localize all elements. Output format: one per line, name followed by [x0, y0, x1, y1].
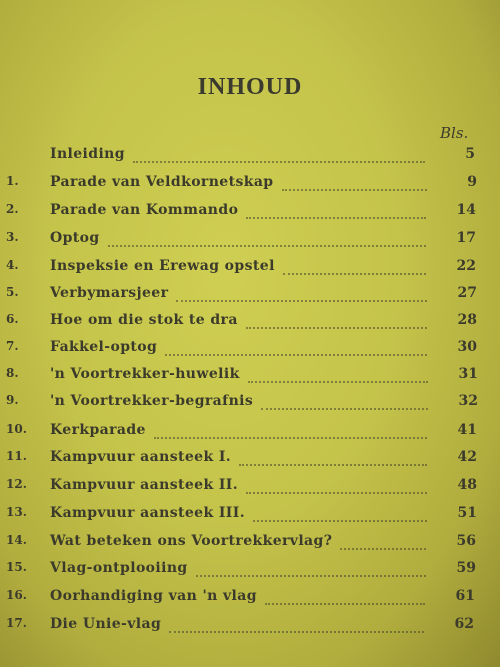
- toc-entry: [0, 588, 500, 610]
- toc-entry-number: 9.: [6, 393, 19, 407]
- toc-entry-title: Kampvuur aansteek II.: [50, 477, 239, 493]
- toc-entry: [0, 449, 500, 471]
- toc-entry: [0, 477, 500, 499]
- toc-entry-number: 14.: [6, 533, 27, 547]
- toc-leader-dots: [261, 408, 428, 410]
- toc-leader-dots: [283, 273, 426, 275]
- toc-entry-number: 16.: [6, 588, 27, 602]
- toc-entry-number: 5.: [6, 285, 19, 299]
- toc-entry-page: 30: [457, 339, 477, 355]
- toc-entry-title: Parade van Veldkornetskap: [50, 174, 274, 190]
- toc-entry-title: Verbymarsjeer: [50, 285, 169, 301]
- toc-entry-page: 9: [467, 174, 477, 190]
- toc-entry: [0, 285, 500, 307]
- toc-entry-page: 22: [456, 258, 476, 274]
- toc-entry-page: 42: [457, 449, 477, 465]
- page-column-label: Bls.: [440, 124, 469, 142]
- toc-entry: [0, 174, 500, 196]
- toc-entry-title: Die Unie-vlag: [50, 616, 162, 632]
- toc-entry-page: 62: [454, 616, 474, 632]
- toc-entry-number: 12.: [6, 477, 27, 491]
- toc-entry-title: Fakkel-optog: [50, 339, 158, 355]
- toc-leader-dots: [282, 189, 428, 191]
- toc-leader-dots: [176, 300, 427, 302]
- toc-entry-title: Vlag-ontplooiing: [50, 560, 188, 576]
- toc-entry-title: 'n Voortrekker-begrafnis: [50, 393, 254, 409]
- toc-entry-title: Inspeksie en Erewag opstel: [50, 258, 275, 274]
- toc-entry-number: 11.: [6, 449, 27, 463]
- page-title: INHOUD: [197, 74, 303, 100]
- toc-leader-dots: [108, 245, 426, 247]
- toc-entry-page: 14: [456, 202, 476, 218]
- toc-leader-dots: [265, 603, 425, 605]
- toc-entry-page: 27: [457, 285, 477, 301]
- toc-entry-page: 48: [457, 477, 477, 493]
- toc-entry-title: Kampvuur aansteek III.: [50, 505, 245, 521]
- toc-entry-number: 10.: [6, 422, 27, 436]
- toc-entry-page: 31: [458, 366, 478, 382]
- toc-entry-number: 13.: [6, 505, 27, 519]
- toc-leader-dots: [248, 381, 428, 383]
- toc-entry-number: 8.: [6, 366, 19, 380]
- toc-entry: [0, 533, 500, 555]
- toc-entry: [0, 393, 500, 415]
- toc-entry-number: 17.: [6, 616, 27, 630]
- toc-entry-page: 41: [457, 422, 477, 438]
- toc-entry-title: Wat beteken ons Voortrekkervlag?: [50, 533, 333, 549]
- toc-entry-title: Inleiding: [50, 146, 125, 162]
- toc-entry-title: Hoe om die stok te dra: [50, 312, 238, 328]
- toc-entry-title: Optog: [50, 230, 100, 246]
- toc-entry-title: Parade van Kommando: [50, 202, 239, 218]
- toc-entry-title: 'n Voortrekker-huwelik: [50, 366, 240, 382]
- toc-entry: [0, 230, 500, 252]
- toc-entry: [0, 202, 500, 224]
- toc-entry-page: 51: [457, 505, 477, 521]
- toc-leader-dots: [340, 548, 426, 550]
- toc-entry-number: 7.: [6, 339, 19, 353]
- toc-entry-page: 56: [456, 533, 476, 549]
- toc-entry-page: 32: [458, 393, 478, 409]
- toc-entry-number: 4.: [6, 258, 19, 272]
- toc-entry: [0, 339, 500, 361]
- toc-entry-page: 59: [456, 560, 476, 576]
- toc-entry: [0, 366, 500, 388]
- toc-leader-dots: [246, 492, 427, 494]
- toc-leader-dots: [253, 520, 427, 522]
- toc-entry-number: 15.: [6, 560, 27, 574]
- toc-leader-dots: [154, 437, 427, 439]
- toc-entry-number: 6.: [6, 312, 19, 326]
- toc-leader-dots: [196, 575, 426, 577]
- toc-entry: [0, 258, 500, 280]
- toc-leader-dots: [133, 161, 425, 163]
- toc-leader-dots: [246, 327, 427, 329]
- toc-entry: [0, 312, 500, 334]
- toc-entry: [0, 505, 500, 527]
- toc-entry-page: 17: [456, 230, 476, 246]
- toc-entry-number: 2.: [6, 202, 19, 216]
- toc-entry-title: Oorhandiging van 'n vlag: [50, 588, 257, 604]
- toc-leader-dots: [165, 354, 427, 356]
- toc-entry-title: Kerkparade: [50, 422, 146, 438]
- toc-leader-dots: [169, 631, 424, 633]
- toc-entry: [0, 422, 500, 444]
- toc-entry-page: 61: [455, 588, 475, 604]
- toc-leader-dots: [246, 217, 426, 219]
- toc-entry-number: 3.: [6, 230, 19, 244]
- toc-entry-number: 1.: [6, 174, 19, 188]
- toc-entry: [0, 146, 500, 168]
- toc-entry-page: 5: [465, 146, 475, 162]
- toc-entry-title: Kampvuur aansteek I.: [50, 449, 232, 465]
- toc-entry: [0, 616, 500, 638]
- toc-entry-page: 28: [457, 312, 477, 328]
- toc-leader-dots: [239, 464, 427, 466]
- toc-entry: [0, 560, 500, 582]
